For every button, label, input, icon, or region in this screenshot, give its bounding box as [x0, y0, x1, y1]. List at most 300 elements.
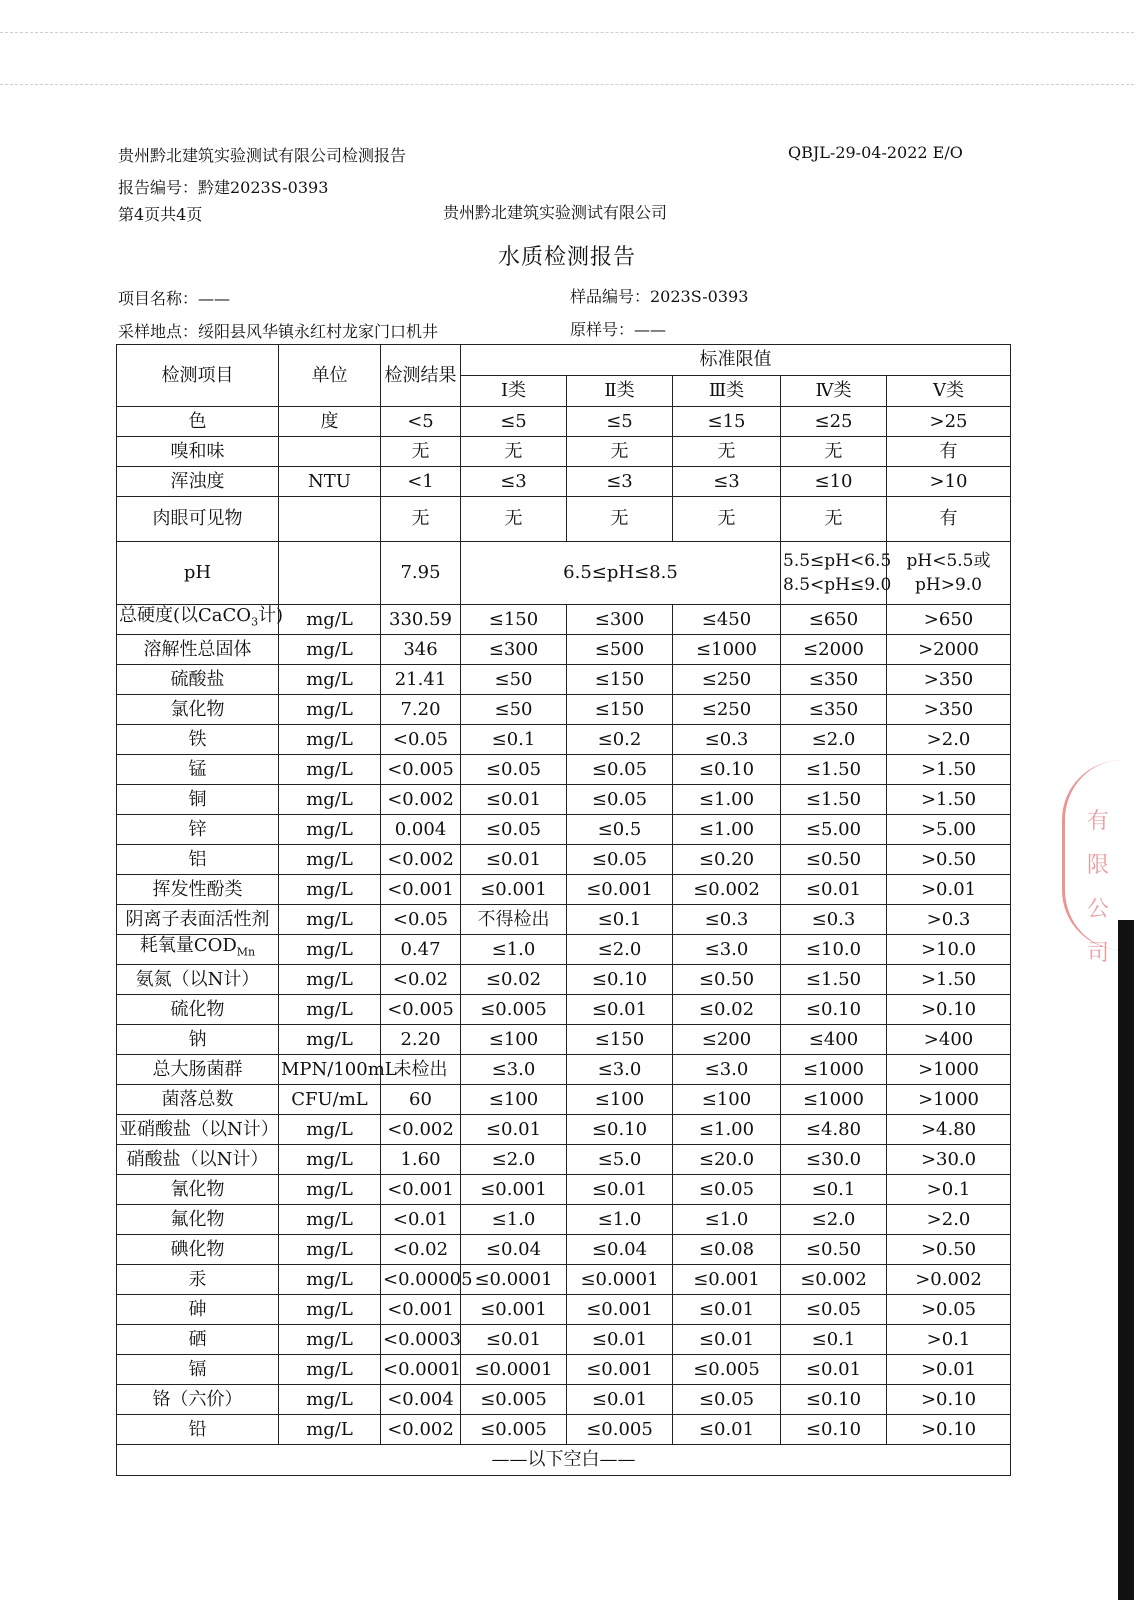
cell-item: 碘化物: [117, 1235, 279, 1265]
cell-c1: ≤300: [461, 635, 567, 665]
cell-c3: ≤3.0: [673, 935, 781, 965]
cell-c5: >0.10: [887, 1385, 1011, 1415]
cell-c5: >30.0: [887, 1145, 1011, 1175]
cell-result: 330.59: [381, 605, 461, 635]
blank-below-note: ——以下空白——: [117, 1445, 1011, 1476]
cell-unit: mg/L: [279, 755, 381, 785]
cell-c2: ≤0.0001: [567, 1265, 673, 1295]
cell-item: 挥发性酚类: [117, 875, 279, 905]
cell-c5: >400: [887, 1025, 1011, 1055]
cell-item: 阴离子表面活性剂: [117, 905, 279, 935]
cell-item: 溶解性总固体: [117, 635, 279, 665]
cell-unit: mg/L: [279, 1235, 381, 1265]
cell-c2: ≤0.001: [567, 1295, 673, 1325]
cell-item: 色: [117, 407, 279, 437]
table-row: [117, 1415, 1011, 1445]
cell-c2: ≤5: [567, 407, 673, 437]
cell-c1: ≤50: [461, 665, 567, 695]
cell-c3: ≤1.00: [673, 815, 781, 845]
cell-unit: mg/L: [279, 905, 381, 935]
cell-item: 锰: [117, 755, 279, 785]
cell-unit: mg/L: [279, 1175, 381, 1205]
header-class-3: Ⅲ类: [673, 376, 781, 407]
cell-c1: ≤0.05: [461, 755, 567, 785]
cell-c2: ≤3: [567, 467, 673, 497]
header-result: 检测结果: [381, 345, 461, 407]
cell-c5: >5.00: [887, 815, 1011, 845]
cell-c4: ≤25: [781, 407, 887, 437]
cell-result: <0.002: [381, 1115, 461, 1145]
cell-unit: mg/L: [279, 1385, 381, 1415]
cell-item: 亚硝酸盐（以N计）: [117, 1115, 279, 1145]
cell-c4: ≤2000: [781, 635, 887, 665]
cell-c4: ≤0.05: [781, 1295, 887, 1325]
cell-result: <0.02: [381, 965, 461, 995]
cell-result: 未检出: [381, 1055, 461, 1085]
cell-c5: >2.0: [887, 725, 1011, 755]
project-name: 项目名称：——: [118, 289, 231, 308]
cell-c1: ≤0.01: [461, 1325, 567, 1355]
cell-item: pH: [117, 542, 279, 605]
cell-unit: mg/L: [279, 875, 381, 905]
cell-c3: ≤15: [673, 407, 781, 437]
cell-c5: >0.01: [887, 875, 1011, 905]
cell-result: <0.02: [381, 1235, 461, 1265]
cell-c3: ≤0.3: [673, 905, 781, 935]
cell-c5: >0.1: [887, 1175, 1011, 1205]
cell-unit: mg/L: [279, 1325, 381, 1355]
cell-c1: ≤0.005: [461, 1415, 567, 1445]
table-row: [117, 1235, 1011, 1265]
cell-c2: ≤0.10: [567, 965, 673, 995]
cell-c2: 无: [567, 497, 673, 542]
cell-c4: ≤2.0: [781, 725, 887, 755]
cell-unit: mg/L: [279, 695, 381, 725]
cell-result: <0.005: [381, 755, 461, 785]
cell-c1: ≤0.01: [461, 1115, 567, 1145]
cell-c2: ≤0.04: [567, 1235, 673, 1265]
cell-c5: >25: [887, 407, 1011, 437]
cell-item: 铅: [117, 1415, 279, 1445]
document-code: QBJL-29-04-2022 E/O: [788, 143, 963, 162]
table-row: [117, 1355, 1011, 1385]
cell-result: <0.001: [381, 1175, 461, 1205]
cell-c1: ≤0.0001: [461, 1265, 567, 1295]
table-row: [117, 1175, 1011, 1205]
cell-c5: >0.10: [887, 995, 1011, 1025]
cell-unit: mg/L: [279, 785, 381, 815]
cell-item: 钠: [117, 1025, 279, 1055]
cell-c4: ≤10: [781, 467, 887, 497]
header-standard: 标准限值: [461, 345, 1011, 376]
table-row: [117, 785, 1011, 815]
cell-c2: ≤500: [567, 635, 673, 665]
cell-c1: ≤0.001: [461, 875, 567, 905]
cell-item: 硒: [117, 1325, 279, 1355]
cell-c2: ≤0.01: [567, 1385, 673, 1415]
cell-unit: mg/L: [279, 605, 381, 635]
cell-c2: ≤0.1: [567, 905, 673, 935]
cell-c3: 无: [673, 497, 781, 542]
cell-c3: ≤0.20: [673, 845, 781, 875]
cell-c5: >650: [887, 605, 1011, 635]
cell-c4: ≤1000: [781, 1055, 887, 1085]
table-row: [117, 755, 1011, 785]
cell-c4: ≤1.50: [781, 755, 887, 785]
cell-c1: ≤0.0001: [461, 1355, 567, 1385]
cell-item: 铬（六价）: [117, 1385, 279, 1415]
cell-c1: ≤3: [461, 467, 567, 497]
cell-c1: ≤0.001: [461, 1295, 567, 1325]
cell-c5: >350: [887, 665, 1011, 695]
cell-c3: ≤250: [673, 665, 781, 695]
cell-c3: ≤0.02: [673, 995, 781, 1025]
cell-c2: ≤0.001: [567, 875, 673, 905]
cell-c3: ≤0.01: [673, 1295, 781, 1325]
cell-c2: ≤0.005: [567, 1415, 673, 1445]
cell-c5: >1000: [887, 1055, 1011, 1085]
cell-item: 硝酸盐（以N计）: [117, 1145, 279, 1175]
cell-item: [117, 605, 284, 635]
cell-result: 无: [381, 437, 461, 467]
cell-c3: ≤450: [673, 605, 781, 635]
cell-c3: ≤100: [673, 1085, 781, 1115]
sample-number: 样品编号：2023S-0393: [570, 287, 749, 306]
cell-c5: >1.50: [887, 785, 1011, 815]
cell-c5: >1.50: [887, 965, 1011, 995]
table-row: [117, 965, 1011, 995]
header-item: 检测项目: [117, 345, 279, 407]
table-row: [117, 725, 1011, 755]
cell-c3: ≤0.10: [673, 755, 781, 785]
cell-unit: mg/L: [279, 935, 381, 965]
cell-c2: ≤150: [567, 695, 673, 725]
table-row: [117, 497, 1011, 542]
cell-c2: ≤0.01: [567, 1175, 673, 1205]
cell-c5: >1000: [887, 1085, 1011, 1115]
table-row: [117, 1205, 1011, 1235]
cell-c2: ≤300: [567, 605, 673, 635]
cell-c5: >0.1: [887, 1325, 1011, 1355]
cell-c5: 有: [887, 437, 1011, 467]
cell-result: <0.0003: [381, 1325, 461, 1355]
cell-c5: >0.002: [887, 1265, 1011, 1295]
cell-c1: ≤100: [461, 1025, 567, 1055]
cell-c1: ≤0.1: [461, 725, 567, 755]
cell-c2: ≤0.2: [567, 725, 673, 755]
cell-result: <1: [381, 467, 461, 497]
cell-item: 汞: [117, 1265, 279, 1295]
cell-c2: 无: [567, 437, 673, 467]
table-row: [117, 875, 1011, 905]
cell-c4: ≤30.0: [781, 1145, 887, 1175]
cell-item: 氯化物: [117, 695, 279, 725]
cell-c2: ≤0.001: [567, 1355, 673, 1385]
cell-c2: ≤0.05: [567, 755, 673, 785]
cell-c1: ≤0.005: [461, 1385, 567, 1415]
cell-result: <0.002: [381, 1415, 461, 1445]
header-class-5: Ⅴ类: [887, 376, 1011, 407]
table-row: [117, 1145, 1011, 1175]
cell-c1: ≤0.005: [461, 995, 567, 1025]
table-row: [117, 995, 1011, 1025]
table-row: [117, 1295, 1011, 1325]
cell-c1: ≤0.05: [461, 815, 567, 845]
cell-c4: ≤0.10: [781, 995, 887, 1025]
cell-c4: ≤0.10: [781, 1385, 887, 1415]
cell-c3: ≤200: [673, 1025, 781, 1055]
cell-c1: ≤1.0: [461, 1205, 567, 1235]
scan-artifact-line: [0, 84, 1134, 85]
cell-c4: ≤0.01: [781, 1355, 887, 1385]
item-text: 耗氧量COD: [139, 935, 237, 957]
cell-item: 浑浊度: [117, 467, 279, 497]
range-line: pH<5.5或: [906, 551, 991, 571]
cell-item: 菌落总数: [117, 1085, 279, 1115]
table-row: [117, 905, 1011, 935]
table-row: [117, 1265, 1011, 1295]
cell-c3: ≤3.0: [673, 1055, 781, 1085]
cell-c4: ≤0.1: [781, 1175, 887, 1205]
cell-c3: 无: [673, 437, 781, 467]
cell-c4: ≤2.0: [781, 1205, 887, 1235]
cell-result: 1.60: [381, 1145, 461, 1175]
cell-c4: 无: [781, 437, 887, 467]
cell-c4: ≤1000: [781, 1085, 887, 1115]
cell-c4: ≤5.00: [781, 815, 887, 845]
cell-item: 氟化物: [117, 1205, 279, 1235]
cell-unit: mg/L: [279, 635, 381, 665]
cell-item: 铜: [117, 785, 279, 815]
cell-c3: ≤1.00: [673, 1115, 781, 1145]
cell-c4: ≤0.3: [781, 905, 887, 935]
cell-result: <0.05: [381, 725, 461, 755]
report-number: 报告编号：黔建2023S-0393: [118, 178, 329, 197]
cell-unit: [279, 497, 381, 542]
table-row: [117, 407, 1011, 437]
header-class-4: Ⅳ类: [781, 376, 887, 407]
sampling-location: 采样地点：绥阳县风华镇永红村龙家门口机井: [118, 322, 439, 341]
table-row: [117, 635, 1011, 665]
cell-c2: ≤0.10: [567, 1115, 673, 1145]
cell-item: [117, 935, 279, 965]
cell-unit: mg/L: [279, 1145, 381, 1175]
cell-unit: mg/L: [279, 815, 381, 845]
cell-c3: ≤0.002: [673, 875, 781, 905]
cell-c2: ≤150: [567, 665, 673, 695]
cell-result: 60: [381, 1085, 461, 1115]
cell-c4: ≤10.0: [781, 935, 887, 965]
cell-c4: 无: [781, 497, 887, 542]
table-row: [117, 815, 1011, 845]
cell-unit: MPN/100mL: [279, 1055, 381, 1085]
cell-result: <5: [381, 407, 461, 437]
table-row: [117, 845, 1011, 875]
cell-item: 硫酸盐: [117, 665, 279, 695]
cell-result: <0.002: [381, 785, 461, 815]
cell-c1: ≤0.02: [461, 965, 567, 995]
cell-c4: ≤350: [781, 695, 887, 725]
cell-c5: 有: [887, 497, 1011, 542]
table-row: [117, 695, 1011, 725]
cell-result: 0.47: [381, 935, 461, 965]
page-title: 水质检测报告: [497, 245, 636, 270]
cell-result: <0.00005: [381, 1265, 461, 1295]
cell-unit: mg/L: [279, 725, 381, 755]
cell-c3: ≤250: [673, 695, 781, 725]
cell-c4: ≤0.1: [781, 1325, 887, 1355]
item-subscript: Mn: [236, 945, 256, 959]
cell-result: <0.001: [381, 875, 461, 905]
cell-c5: >0.01: [887, 1355, 1011, 1385]
cell-c5: >4.80: [887, 1115, 1011, 1145]
cell-c4: ≤1.50: [781, 785, 887, 815]
table-row: [117, 1385, 1011, 1415]
cell-unit: mg/L: [279, 1205, 381, 1235]
cell-c3: ≤0.005: [673, 1355, 781, 1385]
cell-c1: 无: [461, 497, 567, 542]
table-footer-row: [117, 1445, 1011, 1476]
cell-c2: ≤0.5: [567, 815, 673, 845]
cell-c4: ≤0.10: [781, 1415, 887, 1445]
cell-unit: mg/L: [279, 965, 381, 995]
cell-c2: ≤100: [567, 1085, 673, 1115]
cell-c3: ≤1000: [673, 635, 781, 665]
cell-item: 镉: [117, 1355, 279, 1385]
cell-c5: >10: [887, 467, 1011, 497]
table-row-ph: [117, 542, 1011, 605]
cell-c1: ≤0.01: [461, 845, 567, 875]
cell-c3: ≤0.05: [673, 1175, 781, 1205]
cell-c4: ≤1.50: [781, 965, 887, 995]
cell-c1: 无: [461, 437, 567, 467]
cell-item: 铁: [117, 725, 279, 755]
table-row: [117, 1025, 1011, 1055]
header-unit: 单位: [279, 345, 381, 407]
cell-c4: ≤0.50: [781, 845, 887, 875]
cell-c1: ≤3.0: [461, 1055, 567, 1085]
range-line: 8.5<pH≤9.0: [783, 575, 892, 595]
cell-c4: ≤0.50: [781, 1235, 887, 1265]
cell-result: 7.95: [381, 542, 461, 605]
cell-c5: >0.10: [887, 1415, 1011, 1445]
seal-lettering: 有 限 公 司: [1086, 809, 1109, 966]
cell-c2: ≤5.0: [567, 1145, 673, 1175]
cell-item: 硫化物: [117, 995, 279, 1025]
cell-c3: ≤0.08: [673, 1235, 781, 1265]
cell-result: <0.01: [381, 1205, 461, 1235]
cell-c3: ≤1.0: [673, 1205, 781, 1235]
cell-c5: >1.50: [887, 755, 1011, 785]
table-row: [117, 1115, 1011, 1145]
cell-c4: [781, 542, 892, 605]
cell-unit: mg/L: [279, 995, 381, 1025]
cell-c3: ≤20.0: [673, 1145, 781, 1175]
cell-c2: ≤150: [567, 1025, 673, 1055]
cell-unit: mg/L: [279, 1415, 381, 1445]
cell-unit: mg/L: [279, 1115, 381, 1145]
cell-c2: ≤2.0: [567, 935, 673, 965]
cell-c3: ≤0.05: [673, 1385, 781, 1415]
cell-c3: ≤0.3: [673, 725, 781, 755]
cell-c2: ≤0.01: [567, 995, 673, 1025]
item-text: 计): [258, 605, 284, 627]
range-line: 5.5≤pH<6.5: [783, 551, 892, 571]
cell-c5: >0.50: [887, 845, 1011, 875]
cell-result: <0.005: [381, 995, 461, 1025]
cell-c4: ≤650: [781, 605, 887, 635]
cell-c2: ≤0.05: [567, 845, 673, 875]
cell-unit: mg/L: [279, 1025, 381, 1055]
cell-unit: mg/L: [279, 1265, 381, 1295]
cell-unit: NTU: [279, 467, 381, 497]
cell-c4: ≤0.002: [781, 1265, 887, 1295]
cell-unit: mg/L: [279, 845, 381, 875]
cell-c1: ≤0.04: [461, 1235, 567, 1265]
water-quality-table: [116, 344, 1011, 1476]
scan-edge-shadow: [1118, 920, 1134, 1600]
cell-item: 嗅和味: [117, 437, 279, 467]
cell-c5: >10.0: [887, 935, 1011, 965]
cell-unit: mg/L: [279, 1295, 381, 1325]
table-row: [117, 935, 1011, 965]
cell-result: 0.004: [381, 815, 461, 845]
cell-unit: CFU/mL: [279, 1085, 381, 1115]
cell-c2: ≤3.0: [567, 1055, 673, 1085]
cell-item: 氰化物: [117, 1175, 279, 1205]
cell-c3: ≤0.001: [673, 1265, 781, 1295]
table-row: [117, 1055, 1011, 1085]
cell-c3: ≤1.00: [673, 785, 781, 815]
cell-c4: ≤350: [781, 665, 887, 695]
cell-c4: ≤400: [781, 1025, 887, 1055]
cell-c3: ≤0.01: [673, 1415, 781, 1445]
cell-c5: >0.3: [887, 905, 1011, 935]
cell-c1: ≤0.001: [461, 1175, 567, 1205]
cell-c4: ≤4.80: [781, 1115, 887, 1145]
cell-item: 铝: [117, 845, 279, 875]
header-class-2: Ⅱ类: [567, 376, 673, 407]
cell-item: 肉眼可见物: [117, 497, 279, 542]
cell-item: 砷: [117, 1295, 279, 1325]
table-row: [117, 467, 1011, 497]
cell-c5: >0.05: [887, 1295, 1011, 1325]
cell-class-1-3: 6.5≤pH≤8.5: [461, 542, 781, 605]
cell-c1: ≤1.0: [461, 935, 567, 965]
cell-unit: [279, 542, 381, 605]
table-row: [117, 665, 1011, 695]
cell-result: 346: [381, 635, 461, 665]
cell-result: <0.001: [381, 1295, 461, 1325]
original-sample-number: 原样号：——: [570, 320, 667, 339]
cell-result: <0.0001: [381, 1355, 461, 1385]
table-row: [117, 605, 1011, 635]
cell-c3: ≤3: [673, 467, 781, 497]
cell-item: 总大肠菌群: [117, 1055, 279, 1085]
item-text: 总硬度(以CaCO: [119, 605, 252, 627]
cell-result: 21.41: [381, 665, 461, 695]
cell-c1: 不得检出: [461, 905, 567, 935]
table-row: [117, 1325, 1011, 1355]
company-name: 贵州黔北建筑实验测试有限公司: [443, 203, 668, 222]
table-row: [117, 437, 1011, 467]
cell-c2: ≤0.05: [567, 785, 673, 815]
cell-c3: ≤0.01: [673, 1325, 781, 1355]
cell-result: <0.05: [381, 905, 461, 935]
cell-c1: ≤150: [461, 605, 567, 635]
page-number: 第4页共4页: [118, 205, 203, 224]
cell-unit: mg/L: [279, 1355, 381, 1385]
